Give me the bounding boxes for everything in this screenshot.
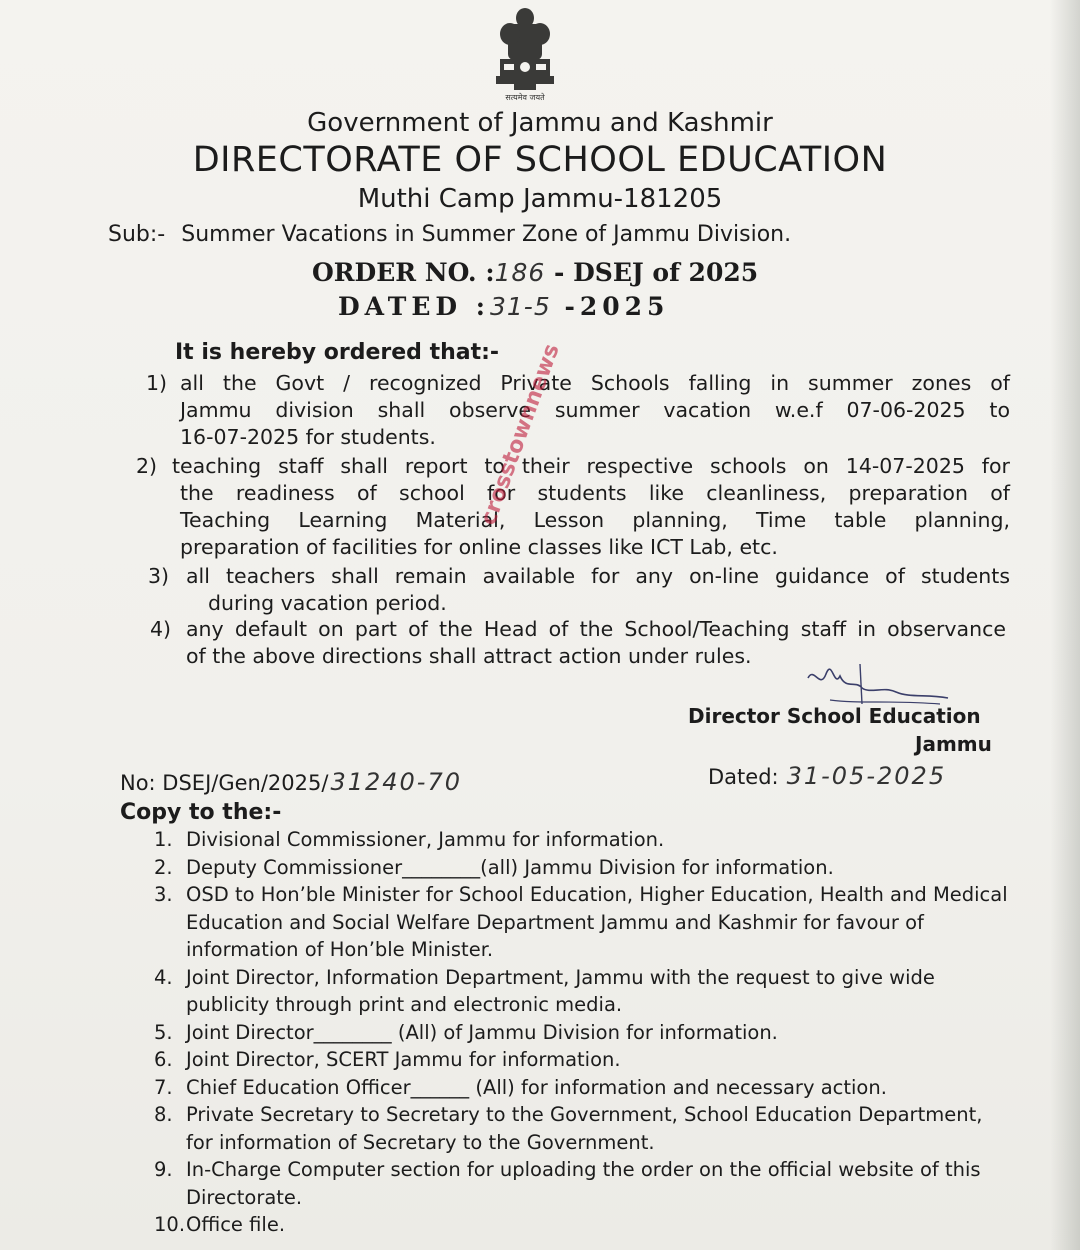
direction-number: 2) [136,454,158,478]
order-number-handwritten: 186 [494,258,546,287]
list-item [150,826,1010,854]
subject-line [108,222,791,247]
subject-text: Summer Vacations in Summer Zone of Jammu Division. [181,222,792,247]
list-item-text: Divisional Commissioner, Jammu for information. [186,828,665,851]
list-item-number: 2. [154,855,173,879]
direction-line: any default on part of the Head of the School/Teaching staff in observance [186,617,1006,641]
list-item [150,881,1010,964]
direction-item [136,453,1010,561]
order-suffix: - DSEJ of 2025 [554,258,759,287]
list-item [150,1019,1010,1047]
list-item-text: Office file. [186,1213,286,1236]
direction-line: teaching staff shall report to their respective schools on 14-07-2025 for [172,454,1010,478]
signatory-place: Jammu [915,732,992,756]
list-item-number: 3. [154,883,173,906]
order-dated-label: DATED : [338,292,490,321]
subject-label: Sub:- [108,222,166,247]
list-item-text: Joint Director, SCERT Jammu for information. [186,1048,621,1071]
list-item-number: 1. [154,828,173,851]
order-date-line [338,292,669,321]
reference-number-handwritten: 31240-70 [330,768,462,796]
direction-line: all teachers shall remain available for any on-line guidance of students [186,564,1010,588]
list-item [150,1046,1010,1074]
direction-line: Teaching Learning Material, Lesson planning, Time table planning, [180,508,1010,532]
direction-line: 16-07-2025 for students. [180,425,436,449]
reference-date-handwritten: 31-05-2025 [786,762,947,790]
list-item-number: 7. [154,1075,173,1099]
direction-item [146,370,1010,451]
direction-item [148,563,1010,617]
list-item [150,964,1010,1019]
ashoka-emblem-icon [486,4,564,104]
order-date-year: -2025 [564,292,670,321]
direction-line: during vacation period. [208,591,447,615]
list-item-text: Joint Director, Information Department, Jammu with the request to give wide publicity through print and electronic media. [186,965,935,1016]
order-number-line [312,258,758,287]
list-item-number: 4. [154,965,173,989]
list-item [150,1156,1010,1211]
copy-to-heading: Copy to the:- [120,800,282,825]
list-item-text: In-Charge Computer section for uploading the order on the official website of this Directorate. [186,1158,981,1209]
reference-number-label: No: DSEJ/Gen/2025/ [120,771,329,795]
list-item-text: Private Secretary to Secretary to the Government, School Education Department, for information of Secretary to the Government. [186,1103,983,1154]
signatory-title: Director School Education [688,704,981,728]
list-item [150,1101,1010,1156]
direction-number: 4) [150,617,172,641]
direction-line: Jammu division shall observe summer vacation w.e.f 07-06-2025 to [180,398,1010,422]
direction-line: preparation of facilities for online classes like ICT Lab, etc. [180,535,778,559]
list-item-number: 10. [154,1213,186,1236]
list-item [150,1211,1010,1239]
order-date-handwritten: 31-5 [489,292,551,321]
watermark: crosstownnews [476,340,565,529]
list-item-number: 5. [154,1020,173,1044]
directorate-name: DIRECTORATE OF SCHOOL EDUCATION [192,140,888,180]
list-item-number: 6. [154,1048,173,1071]
government-name: Government of Jammu and Kashmir [307,108,773,138]
reference-number [120,768,462,796]
copy-to-list [150,826,1010,1239]
list-item [150,854,1010,882]
list-item-text: Deputy Commissioner________(all) Jammu Division for information. [186,855,834,879]
direction-line: the readiness of school for students like cleanliness, preparation of [180,481,1010,505]
order-intro: It is hereby ordered that:- [175,340,500,365]
reference-date [708,762,946,790]
directorate-address: Muthi Camp Jammu-181205 [357,184,723,214]
list-item [150,1074,1010,1102]
order-label: ORDER NO. : [312,258,495,287]
reference-date-label: Dated: [708,765,779,789]
direction-number: 3) [148,564,170,588]
list-item-text: Joint Director________ (All) of Jammu Division for information. [186,1020,778,1044]
direction-number: 1) [146,371,168,395]
direction-line: of the above directions shall attract action under rules. [186,644,752,668]
list-item-number: 8. [154,1103,173,1126]
emblem-motto: सत्यमेव जयते [505,93,545,102]
direction-line: all the Govt / recognized Private Schools falling in summer zones of [180,371,1010,395]
list-item-number: 9. [154,1158,173,1181]
list-item-text: Chief Education Officer______ (All) for information and necessary action. [186,1075,887,1099]
list-item-text: OSD to Hon’ble Minister for School Education, Higher Education, Health and Medical Education and Social Welfare Department Jammu and Kashmir for favour of information of Hon’ble Minister. [186,883,1008,961]
